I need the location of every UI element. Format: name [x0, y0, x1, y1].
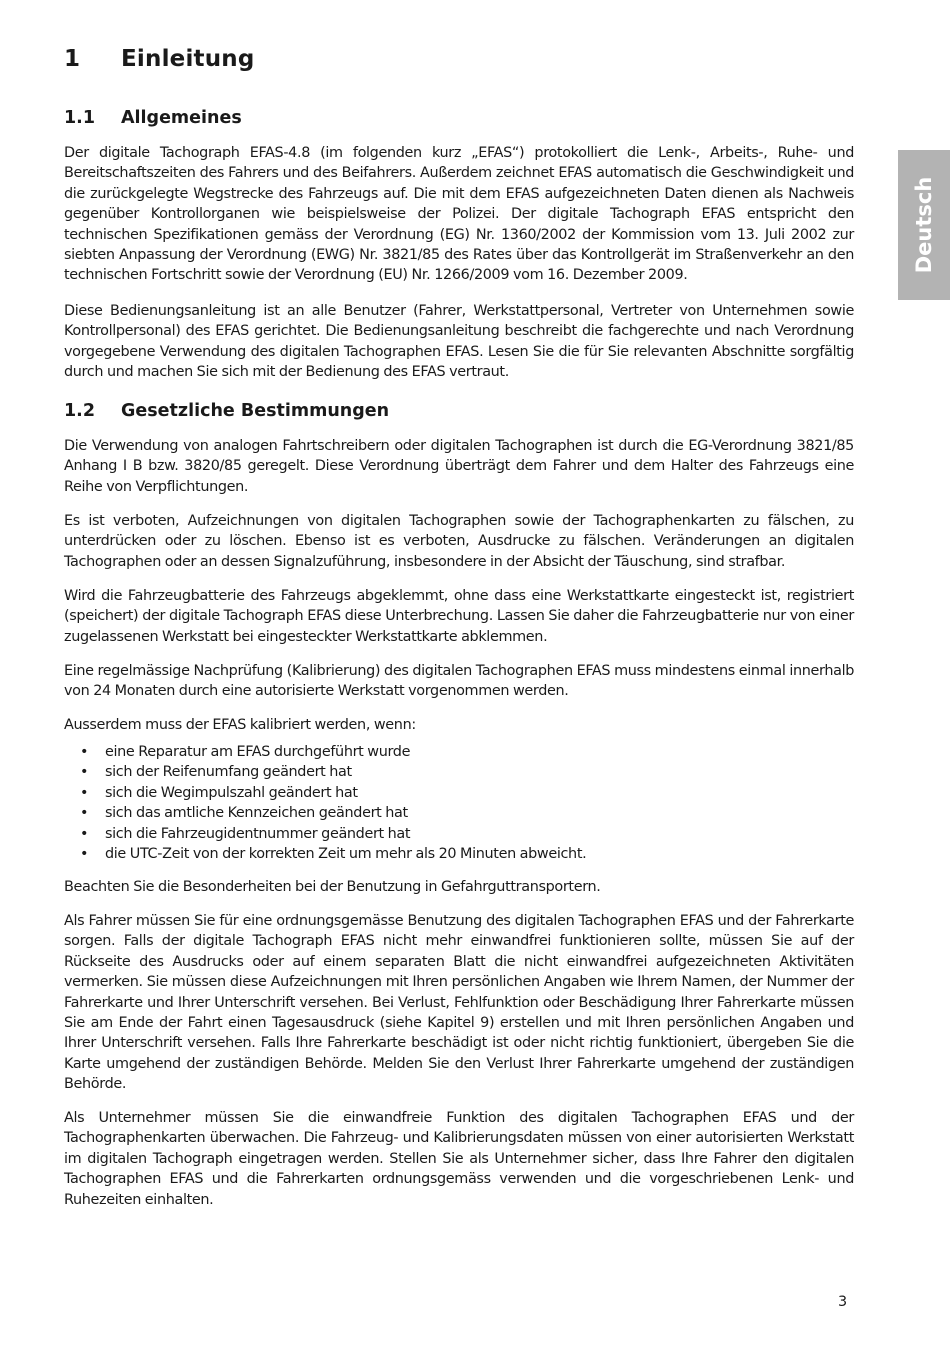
- paragraph-text: Als Fahrer müssen Sie für eine ordnungsgemässe Benutzung des digitalen Tachographen EFAS und der Fahrerkarte sorgen. Falls der digitale Tachograph EFAS nicht mehr einwandfrei funktionieren sollte, müssen Sie auf der Rückseite des Ausdrucks oder auf einem separaten Blatt die nicht einwandfrei aufgezeichneten Aktivitäten vermerken. Sie müssen diese Aufzeichnungen mit Ihren persönlichen Angaben wie Ihrem Namen, der Nummer der Fahrerkarte und Ihrer Unterschrift versehen. Bei Verlust, Fehlfunktion oder Beschädigung Ihrer Fahrerkarte müssen Sie am Ende der Fahrt einen Tagesausdruck (siehe Kapitel 9) erstellen und mit Ihren persönlichen Angaben und Ihrer Unterschrift versehen. Falls Ihre Fahrerkarte beschädigt ist oder nicht richtig funktioniert, übergeben Sie die Karte umgehend der zuständigen Behörde. Melden Sie den Verlust Ihrer Fahrerkarte umgehend der zuständigen Behörde.: [64, 913, 854, 1093]
- paragraph: [64, 436, 854, 497]
- bullet-icon: •: [80, 805, 89, 822]
- page-number: 3: [838, 1294, 848, 1310]
- chapter-heading: [64, 46, 255, 72]
- section-number: 1.2: [64, 401, 96, 421]
- section-title: Gesetzliche Bestimmungen: [121, 401, 390, 421]
- section-title: Allgemeines: [121, 108, 242, 128]
- paragraph: [64, 143, 854, 286]
- paragraph: [64, 301, 854, 383]
- list-item: • sich die Wegimpulszahl geändert hat: [64, 783, 854, 803]
- paragraph-text: Wird die Fahrzeugbatterie des Fahrzeugs abgeklemmt, ohne dass eine Werkstattkarte eingesteckt ist, registriert (speichert) der digitale Tachograph EFAS diese Unterbrechung. Lassen Sie daher die Fahrzeugbatterie nur von einer zugelassenen Werkstatt bei eingesteckter Werkstattkarte abklemmen.: [64, 588, 854, 645]
- paragraph-text: Es ist verboten, Aufzeichnungen von digitalen Tachographen sowie der Tachographenkarten zu fälschen, zu unterdrücken oder zu löschen. Ebenso ist es verboten, Ausdrucke zu fälschen. Veränderungen an digitalen Tachographen oder an dessen Signalzuführung, insbesondere in der Absicht der Täuschung, sind strafbar.: [64, 513, 854, 570]
- list-item: • die UTC-Zeit von der korrekten Zeit um mehr als 20 Minuten abweicht.: [64, 844, 854, 864]
- list-item: • eine Reparatur am EFAS durchgeführt wurde: [64, 742, 854, 762]
- paragraph-text: Beachten Sie die Besonderheiten bei der Benutzung in Gefahrguttransportern.: [64, 879, 601, 895]
- chapter-title: Einleitung: [121, 46, 255, 72]
- paragraph: [64, 1108, 854, 1210]
- list-intro: [64, 715, 854, 735]
- chapter-number: 1: [64, 46, 81, 72]
- bullet-icon: •: [80, 846, 89, 863]
- language-tab-label: Deutsch: [912, 176, 936, 274]
- paragraph-text: Die Verwendung von analogen Fahrtschreibern oder digitalen Tachographen ist durch die EG-Verordnung 3821/85 Anhang I B bzw. 3820/85 geregelt. Diese Verordnung überträgt dem Fahrer und dem Halter des Fahrzeugs eine Reihe von Verpflichtungen.: [64, 438, 854, 495]
- list-item: • sich das amtliche Kennzeichen geändert hat: [64, 803, 854, 823]
- language-tab: [898, 150, 950, 300]
- bullet-icon: •: [80, 744, 89, 760]
- calibration-conditions-list: [64, 742, 854, 864]
- section-number: 1.1: [64, 108, 96, 128]
- paragraph: [64, 511, 854, 572]
- paragraph-text: Der digitale Tachograph EFAS-4.8 (im folgenden kurz „EFAS“) protokolliert die Lenk-, Arbeits-, Ruhe- und Bereitschaftszeiten des Fahrers und des Beifahrers. Außerdem zeichnet EFAS automatisch die Geschwindigkeit und die zurückgelegte Wegstrecke des Fahrzeugs auf. Die mit dem EFAS aufgezeichneten Daten dienen als Nachweis gegenüber Kontrollorganen wie beispielsweise der Polizei. Der digitale Tachograph EFAS entspricht den technischen Spezifikationen gemäss der Verordnung (EG) Nr. 1360/2002 der Kommission vom 13. Juli 2002 zur siebten Anpassung der Verordnung (EWG) Nr. 3821/85 des Rates über das Kontrollgerät im Straßenverkehr an den technischen Fortschritt sowie der Verordnung (EU) Nr. 1266/2009 vom 16. Dezember 2009.: [64, 145, 854, 284]
- section-heading-gesetzliche-bestimmungen: [64, 401, 389, 421]
- bullet-icon: •: [80, 784, 89, 801]
- bullet-icon: •: [80, 764, 89, 781]
- paragraph-text: Diese Bedienungsanleitung ist an alle Benutzer (Fahrer, Werkstattpersonal, Vertreter von Unternehmen sowie Kontrollpersonal) des EFAS gerichtet. Die Bedienungsanleitung beschreibt die fachgerechte und nach Verordnung vorgegebene Verwendung des digitalen Tachographen EFAS. Lesen Sie die für Sie relevanten Abschnitte sorgfältig durch und machen Sie sich mit der Bedienung des EFAS vertraut.: [64, 303, 854, 381]
- paragraph-text: Als Unternehmer müssen Sie die einwandfreie Funktion des digitalen Tachographen EFAS und der Tachographenkarten überwachen. Die Fahrzeug- und Kalibrierungsdaten müssen von einer autorisierten Werkstatt im digitalen Tachograph eingetragen werden. Stellen Sie als Unternehmer sicher, dass Ihre Fahrer den digitalen Tachographen EFAS und die Fahrerkarten ordnungsgemäss verwenden und die vorgeschriebenen Lenk- und Ruhezeiten einhalten.: [64, 1110, 854, 1208]
- paragraph-text: Ausserdem muss der EFAS kalibriert werden, wenn:: [64, 717, 416, 733]
- list-item: • sich die Fahrzeugidentnummer geändert hat: [64, 824, 854, 844]
- list-item: • sich der Reifenumfang geändert hat: [64, 762, 854, 782]
- paragraph: [64, 586, 854, 647]
- paragraph: [64, 661, 854, 702]
- paragraph: [64, 911, 854, 1095]
- paragraph-text: Eine regelmässige Nachprüfung (Kalibrierung) des digitalen Tachographen EFAS muss mindestens einmal innerhalb von 24 Monaten durch eine autorisierte Werkstatt vorgenommen werden.: [64, 663, 854, 700]
- paragraph: [64, 877, 854, 897]
- section-heading-allgemeines: [64, 108, 242, 128]
- bullet-icon: •: [80, 825, 89, 842]
